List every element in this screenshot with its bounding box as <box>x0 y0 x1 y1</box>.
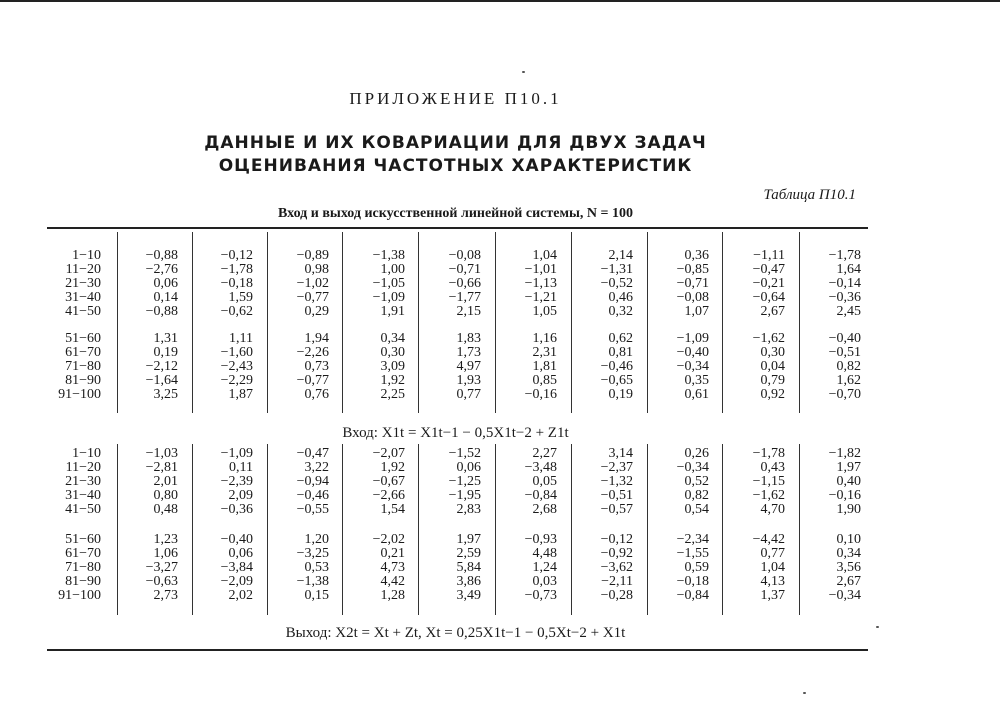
value-cell: −2,34 <box>676 532 709 547</box>
value-cell: 2,31 <box>532 345 557 360</box>
table-row <box>47 488 868 503</box>
value-cell: 4,13 <box>760 574 785 589</box>
value-cell: 2,01 <box>153 474 178 489</box>
value-cell: −0,40 <box>676 345 709 360</box>
value-cell: −0,40 <box>220 532 253 547</box>
value-cell: −0,71 <box>448 262 481 277</box>
value-cell: 4,70 <box>760 502 785 517</box>
table-row <box>47 290 868 305</box>
value-cell: −0,63 <box>145 574 178 589</box>
table-row <box>47 574 868 589</box>
value-cell: −0,21 <box>752 276 785 291</box>
value-cell: 1,97 <box>836 460 861 475</box>
value-cell: 0,98 <box>304 262 329 277</box>
scan-speck <box>876 626 879 628</box>
value-cell: −2,76 <box>145 262 178 277</box>
value-cell: −1,60 <box>220 345 253 360</box>
value-cell: 2,67 <box>760 304 785 319</box>
value-cell: 2,27 <box>532 446 557 461</box>
value-cell: −1,09 <box>372 290 405 305</box>
row-range-label: 31−40 <box>65 290 101 305</box>
value-cell: −1,38 <box>372 248 405 263</box>
value-cell: 2,15 <box>456 304 481 319</box>
table-row <box>47 387 868 402</box>
value-cell: 2,73 <box>153 588 178 603</box>
table-bottom-rule <box>47 649 868 651</box>
value-cell: −3,25 <box>296 546 329 561</box>
value-cell: −0,34 <box>828 588 861 603</box>
value-cell: −1,78 <box>752 446 785 461</box>
value-cell: 1,93 <box>456 373 481 388</box>
value-cell: −2,37 <box>600 460 633 475</box>
table-caption: Вход и выход искусственной линейной системы, N = 100 <box>277 206 634 221</box>
value-cell: 4,97 <box>456 359 481 374</box>
value-cell: −1,62 <box>752 331 785 346</box>
value-cell: −0,93 <box>524 532 557 547</box>
value-cell: 3,25 <box>153 387 178 402</box>
value-cell: 0,15 <box>304 588 329 603</box>
row-range-label: 61−70 <box>65 345 101 360</box>
table-row <box>47 262 868 277</box>
value-cell: 0,61 <box>684 387 709 402</box>
value-cell: 1,04 <box>532 248 557 263</box>
table-row <box>47 345 868 360</box>
output-formula: Выход: X2t = Xt + Zt, Xt = 0,25X1t−1 − 0,5Xt−2 + X1t <box>285 625 626 641</box>
table-row <box>47 276 868 291</box>
scan-speck <box>803 692 806 694</box>
value-cell: 4,48 <box>532 546 557 561</box>
value-cell: 1,20 <box>304 532 329 547</box>
value-cell: −2,12 <box>145 359 178 374</box>
value-cell: −4,42 <box>752 532 785 547</box>
value-cell: −1,25 <box>448 474 481 489</box>
value-cell: 5,84 <box>456 560 481 575</box>
value-cell: −1,11 <box>753 248 785 263</box>
value-cell: 3,49 <box>456 588 481 603</box>
value-cell: 1,59 <box>228 290 253 305</box>
value-cell: −0,71 <box>676 276 709 291</box>
value-cell: 0,06 <box>153 276 178 291</box>
value-cell: −1,13 <box>524 276 557 291</box>
table-row <box>47 373 868 388</box>
value-cell: 1,07 <box>684 304 709 319</box>
value-cell: −1,01 <box>524 262 557 277</box>
row-range-label: 11−20 <box>65 262 101 277</box>
value-cell: 0,14 <box>153 290 178 305</box>
value-cell: 1,87 <box>228 387 253 402</box>
value-cell: 1,31 <box>153 331 178 346</box>
scan-speck <box>522 71 525 73</box>
value-cell: −0,34 <box>676 460 709 475</box>
value-cell: −0,28 <box>600 588 633 603</box>
value-cell: −0,34 <box>676 359 709 374</box>
value-cell: −0,51 <box>828 345 861 360</box>
value-cell: −0,88 <box>145 248 178 263</box>
value-cell: 3,56 <box>836 560 861 575</box>
value-cell: −0,64 <box>752 290 785 305</box>
row-range-label: 21−30 <box>65 474 101 489</box>
value-cell: 0,40 <box>836 474 861 489</box>
value-cell: 0,06 <box>228 546 253 561</box>
value-cell: −0,67 <box>372 474 405 489</box>
value-cell: 4,42 <box>380 574 405 589</box>
value-cell: 0,06 <box>456 460 481 475</box>
value-cell: 0,54 <box>684 502 709 517</box>
table-label: Таблица П10.1 <box>763 187 856 203</box>
value-cell: −0,36 <box>828 290 861 305</box>
value-cell: 0,04 <box>760 359 785 374</box>
value-cell: −3,62 <box>600 560 633 575</box>
row-range-label: 81−90 <box>65 373 101 388</box>
value-cell: 0,19 <box>608 387 633 402</box>
value-cell: −2,26 <box>296 345 329 360</box>
value-cell: 0,62 <box>608 331 633 346</box>
row-range-label: 71−80 <box>65 359 101 374</box>
value-cell: 2,14 <box>608 248 633 263</box>
value-cell: 0,53 <box>304 560 329 575</box>
row-range-label: 61−70 <box>65 546 101 561</box>
value-cell: 1,94 <box>304 331 329 346</box>
value-cell: 1,62 <box>836 373 861 388</box>
value-cell: −0,77 <box>296 373 329 388</box>
table-row <box>47 532 868 547</box>
value-cell: −1,09 <box>676 331 709 346</box>
value-cell: 1,73 <box>456 345 481 360</box>
table-row <box>47 460 868 475</box>
value-cell: 1,92 <box>380 460 405 475</box>
value-cell: 0,34 <box>380 331 405 346</box>
value-cell: −0,51 <box>600 488 633 503</box>
value-cell: −2,11 <box>601 574 633 589</box>
value-cell: −1,82 <box>828 446 861 461</box>
value-cell: 0,10 <box>836 532 861 547</box>
page-top-border <box>0 0 1000 2</box>
output-data-table <box>47 444 868 615</box>
value-cell: 0,32 <box>608 304 633 319</box>
value-cell: 1,24 <box>532 560 557 575</box>
table-row <box>47 560 868 575</box>
value-cell: −2,39 <box>220 474 253 489</box>
row-range-label: 81−90 <box>65 574 101 589</box>
document-title-line-1: ДАННЫЕ И ИХ КОВАРИАЦИИ ДЛЯ ДВУХ ЗАДАЧ <box>204 133 707 153</box>
value-cell: −0,84 <box>524 488 557 503</box>
value-cell: 1,37 <box>760 588 785 603</box>
value-cell: 0,30 <box>760 345 785 360</box>
value-cell: −0,40 <box>828 331 861 346</box>
value-cell: −1,32 <box>600 474 633 489</box>
value-cell: −1,02 <box>296 276 329 291</box>
value-cell: 0,76 <box>304 387 329 402</box>
row-range-label: 1−10 <box>72 248 101 263</box>
value-cell: 1,16 <box>532 331 557 346</box>
value-cell: 0,59 <box>684 560 709 575</box>
value-cell: 0,73 <box>304 359 329 374</box>
value-cell: −1,77 <box>448 290 481 305</box>
value-cell: 1,81 <box>532 359 557 374</box>
document-title-line-2: ОЦЕНИВАНИЯ ЧАСТОТНЫХ ХАРАКТЕРИСТИК <box>218 156 693 176</box>
value-cell: −2,09 <box>220 574 253 589</box>
value-cell: 1,23 <box>153 532 178 547</box>
value-cell: 3,14 <box>608 446 633 461</box>
value-cell: −0,66 <box>448 276 481 291</box>
table-row <box>47 546 868 561</box>
value-cell: −3,84 <box>220 560 253 575</box>
row-range-label: 91−100 <box>58 588 101 603</box>
value-cell: 0,29 <box>304 304 329 319</box>
value-cell: −0,36 <box>220 502 253 517</box>
input-formula: Вход: X1t = X1t−1 − 0,5X1t−2 + Z1t <box>342 425 569 441</box>
value-cell: 0,82 <box>836 359 861 374</box>
value-cell: −1,55 <box>676 546 709 561</box>
value-cell: 1,04 <box>760 560 785 575</box>
value-cell: 2,68 <box>532 502 557 517</box>
value-cell: 3,09 <box>380 359 405 374</box>
value-cell: −2,43 <box>220 359 253 374</box>
value-cell: −0,47 <box>752 262 785 277</box>
table-row <box>47 446 868 461</box>
value-cell: −0,94 <box>296 474 329 489</box>
row-range-label: 71−80 <box>65 560 101 575</box>
value-cell: −0,92 <box>600 546 633 561</box>
value-cell: −2,81 <box>145 460 178 475</box>
row-range-label: 91−100 <box>58 387 101 402</box>
value-cell: −0,70 <box>828 387 861 402</box>
value-cell: −2,66 <box>372 488 405 503</box>
table-row <box>47 588 868 603</box>
value-cell: 1,54 <box>380 502 405 517</box>
value-cell: 0,82 <box>684 488 709 503</box>
value-cell: 2,83 <box>456 502 481 517</box>
value-cell: −1,52 <box>448 446 481 461</box>
table-top-rule <box>47 227 868 229</box>
value-cell: 0,77 <box>456 387 481 402</box>
value-cell: −2,07 <box>372 446 405 461</box>
row-range-label: 41−50 <box>65 304 101 319</box>
value-cell: 1,91 <box>380 304 405 319</box>
value-cell: 0,36 <box>684 248 709 263</box>
value-cell: −1,03 <box>145 446 178 461</box>
value-cell: −0,47 <box>296 446 329 461</box>
value-cell: −0,73 <box>524 588 557 603</box>
value-cell: −1,78 <box>220 262 253 277</box>
value-cell: 0,05 <box>532 474 557 489</box>
value-cell: −2,29 <box>220 373 253 388</box>
table-row <box>47 331 868 346</box>
value-cell: 1,97 <box>456 532 481 547</box>
value-cell: −0,16 <box>524 387 557 402</box>
value-cell: 1,05 <box>532 304 557 319</box>
value-cell: −1,64 <box>145 373 178 388</box>
row-range-label: 31−40 <box>65 488 101 503</box>
value-cell: 1,06 <box>153 546 178 561</box>
value-cell: 0,52 <box>684 474 709 489</box>
value-cell: 2,67 <box>836 574 861 589</box>
value-cell: 2,45 <box>836 304 861 319</box>
value-cell: −0,52 <box>600 276 633 291</box>
value-cell: −0,57 <box>600 502 633 517</box>
value-cell: −0,85 <box>676 262 709 277</box>
value-cell: 1,28 <box>380 588 405 603</box>
value-cell: 0,26 <box>684 446 709 461</box>
value-cell: −1,38 <box>296 574 329 589</box>
value-cell: 0,35 <box>684 373 709 388</box>
value-cell: 1,11 <box>229 331 253 346</box>
value-cell: 3,22 <box>304 460 329 475</box>
value-cell: 0,21 <box>380 546 405 561</box>
value-cell: 1,64 <box>836 262 861 277</box>
row-range-label: 1−10 <box>72 446 101 461</box>
value-cell: −0,14 <box>828 276 861 291</box>
value-cell: 4,73 <box>380 560 405 575</box>
value-cell: −0,08 <box>448 248 481 263</box>
value-cell: 2,02 <box>228 588 253 603</box>
value-cell: −0,12 <box>220 248 253 263</box>
value-cell: 0,77 <box>760 546 785 561</box>
value-cell: −0,55 <box>296 502 329 517</box>
table-row <box>47 304 868 319</box>
value-cell: 0,11 <box>229 460 253 475</box>
value-cell: 2,59 <box>456 546 481 561</box>
value-cell: −0,18 <box>676 574 709 589</box>
value-cell: 0,43 <box>760 460 785 475</box>
value-cell: −1,31 <box>600 262 633 277</box>
value-cell: 0,92 <box>760 387 785 402</box>
value-cell: −0,46 <box>296 488 329 503</box>
value-cell: 0,19 <box>153 345 178 360</box>
value-cell: 1,90 <box>836 502 861 517</box>
value-cell: −0,77 <box>296 290 329 305</box>
value-cell: −0,88 <box>145 304 178 319</box>
input-data-table <box>47 232 868 413</box>
value-cell: −1,09 <box>220 446 253 461</box>
value-cell: −0,46 <box>600 359 633 374</box>
value-cell: 2,09 <box>228 488 253 503</box>
value-cell: 0,30 <box>380 345 405 360</box>
value-cell: −0,84 <box>676 588 709 603</box>
value-cell: 0,03 <box>532 574 557 589</box>
value-cell: −1,21 <box>524 290 557 305</box>
value-cell: −1,62 <box>752 488 785 503</box>
value-cell: 3,86 <box>456 574 481 589</box>
value-cell: −0,08 <box>676 290 709 305</box>
value-cell: 1,00 <box>380 262 405 277</box>
value-cell: −1,15 <box>752 474 785 489</box>
value-cell: 0,34 <box>836 546 861 561</box>
value-cell: 0,80 <box>153 488 178 503</box>
table-row <box>47 248 868 263</box>
appendix-heading: ПРИЛОЖЕНИЕ П10.1 <box>349 89 562 108</box>
value-cell: 0,48 <box>153 502 178 517</box>
value-cell: 0,46 <box>608 290 633 305</box>
value-cell: 2,25 <box>380 387 405 402</box>
value-cell: −3,27 <box>145 560 178 575</box>
row-range-label: 51−60 <box>65 331 101 346</box>
value-cell: 1,92 <box>380 373 405 388</box>
value-cell: −0,65 <box>600 373 633 388</box>
table-row <box>47 474 868 489</box>
value-cell: −0,12 <box>600 532 633 547</box>
value-cell: −2,02 <box>372 532 405 547</box>
value-cell: 0,81 <box>608 345 633 360</box>
row-range-label: 51−60 <box>65 532 101 547</box>
value-cell: −0,89 <box>296 248 329 263</box>
table-row <box>47 502 868 517</box>
value-cell: −1,78 <box>828 248 861 263</box>
value-cell: −1,95 <box>448 488 481 503</box>
value-cell: 1,83 <box>456 331 481 346</box>
value-cell: −0,18 <box>220 276 253 291</box>
row-range-label: 21−30 <box>65 276 101 291</box>
value-cell: −0,62 <box>220 304 253 319</box>
row-range-label: 41−50 <box>65 502 101 517</box>
value-cell: 0,79 <box>760 373 785 388</box>
row-range-label: 11−20 <box>65 460 101 475</box>
value-cell: −3,48 <box>524 460 557 475</box>
value-cell: −0,16 <box>828 488 861 503</box>
value-cell: 0,85 <box>532 373 557 388</box>
value-cell: −1,05 <box>372 276 405 291</box>
table-row <box>47 359 868 374</box>
